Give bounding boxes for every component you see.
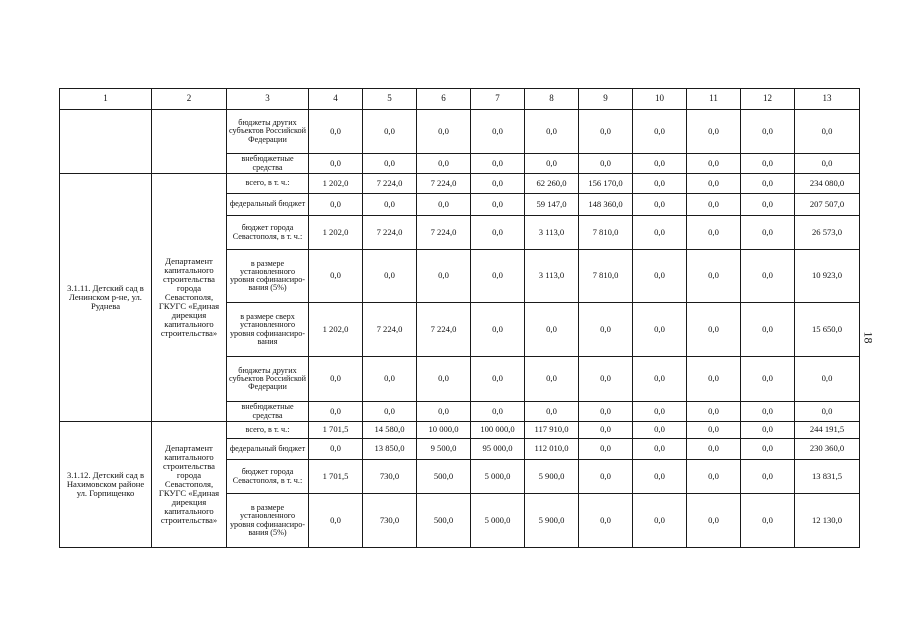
value-cell: 0,0 [363, 250, 417, 303]
table-row [60, 422, 860, 439]
value-cell: 0,0 [363, 357, 417, 402]
value-cell: 0,0 [525, 303, 579, 357]
value-cell: 117 910,0 [525, 422, 579, 439]
value-cell: 0,0 [741, 194, 795, 216]
column-number-row [60, 89, 860, 110]
value-cell: 0,0 [309, 110, 363, 154]
value-cell: 26 573,0 [795, 216, 860, 250]
value-cell: 148 360,0 [579, 194, 633, 216]
value-cell: 0,0 [687, 194, 741, 216]
value-cell: 1 701,5 [309, 422, 363, 439]
value-cell: 0,0 [633, 439, 687, 460]
executor-cell: Департамент капитального строительства города Севастополя, ГКУГС «Единая дирекция капитального строительства» [152, 174, 227, 422]
value-cell: 0,0 [417, 357, 471, 402]
value-cell: 0,0 [471, 194, 525, 216]
value-cell: 5 000,0 [471, 494, 525, 548]
value-cell: 0,0 [363, 110, 417, 154]
value-cell: 112 010,0 [525, 439, 579, 460]
value-cell: 500,0 [417, 460, 471, 494]
value-cell: 0,0 [741, 303, 795, 357]
column-number: 6 [417, 89, 471, 110]
value-cell: 0,0 [363, 154, 417, 174]
column-number: 9 [579, 89, 633, 110]
value-cell: 0,0 [579, 357, 633, 402]
column-number: 12 [741, 89, 795, 110]
value-cell: 0,0 [471, 303, 525, 357]
value-cell: 0,0 [417, 110, 471, 154]
column-number: 10 [633, 89, 687, 110]
value-cell: 0,0 [633, 460, 687, 494]
value-cell: 156 170,0 [579, 174, 633, 194]
value-cell: 13 831,5 [795, 460, 860, 494]
value-cell: 0,0 [795, 110, 860, 154]
value-cell: 244 191,5 [795, 422, 860, 439]
value-cell: 0,0 [687, 402, 741, 422]
funding-source-cell: бюджет города Севастополя, в т. ч.: [227, 216, 309, 250]
object-name-cell: 3.1.12. Детский сад в Нахимовском районе ул. Горпищенко [60, 422, 152, 548]
value-cell: 0,0 [525, 154, 579, 174]
value-cell: 0,0 [633, 154, 687, 174]
value-cell: 0,0 [687, 174, 741, 194]
value-cell: 0,0 [741, 357, 795, 402]
value-cell: 0,0 [633, 174, 687, 194]
value-cell: 0,0 [471, 402, 525, 422]
empty-object-cell [60, 110, 152, 174]
value-cell: 5 900,0 [525, 494, 579, 548]
value-cell: 0,0 [417, 194, 471, 216]
value-cell: 7 224,0 [417, 303, 471, 357]
value-cell: 5 000,0 [471, 460, 525, 494]
value-cell: 0,0 [741, 216, 795, 250]
value-cell: 0,0 [579, 439, 633, 460]
funding-source-cell: бюджеты других субъектов Российской Федерации [227, 110, 309, 154]
value-cell: 0,0 [309, 154, 363, 174]
value-cell: 0,0 [633, 402, 687, 422]
value-cell: 0,0 [795, 154, 860, 174]
value-cell: 0,0 [417, 402, 471, 422]
table-row [60, 110, 860, 154]
value-cell: 7 224,0 [417, 216, 471, 250]
object-name-cell: 3.1.11. Детский сад в Ленинском р-не, ул. Руднева [60, 174, 152, 422]
value-cell: 0,0 [741, 494, 795, 548]
value-cell: 0,0 [579, 110, 633, 154]
value-cell: 234 080,0 [795, 174, 860, 194]
column-number: 2 [152, 89, 227, 110]
value-cell: 10 923,0 [795, 250, 860, 303]
value-cell: 12 130,0 [795, 494, 860, 548]
value-cell: 0,0 [687, 154, 741, 174]
value-cell: 0,0 [579, 154, 633, 174]
value-cell: 0,0 [633, 357, 687, 402]
value-cell: 0,0 [309, 357, 363, 402]
funding-source-cell: в размере сверх установленного уровня софинансиро-вания [227, 303, 309, 357]
value-cell: 0,0 [633, 110, 687, 154]
value-cell: 0,0 [579, 303, 633, 357]
budget-table [59, 88, 860, 548]
value-cell: 0,0 [687, 460, 741, 494]
value-cell: 0,0 [795, 357, 860, 402]
value-cell: 0,0 [687, 439, 741, 460]
value-cell: 0,0 [687, 494, 741, 548]
table-row [60, 174, 860, 194]
column-number: 7 [471, 89, 525, 110]
value-cell: 9 500,0 [417, 439, 471, 460]
funding-source-cell: бюджет города Севастополя, в т. ч.: [227, 460, 309, 494]
value-cell: 0,0 [309, 194, 363, 216]
value-cell: 0,0 [687, 250, 741, 303]
value-cell: 0,0 [687, 216, 741, 250]
value-cell: 500,0 [417, 494, 471, 548]
value-cell: 5 900,0 [525, 460, 579, 494]
value-cell: 0,0 [471, 110, 525, 154]
value-cell: 13 850,0 [363, 439, 417, 460]
value-cell: 1 202,0 [309, 216, 363, 250]
column-number: 3 [227, 89, 309, 110]
funding-source-cell: в размере установленного уровня софинансиро-вания (5%) [227, 250, 309, 303]
value-cell: 0,0 [471, 357, 525, 402]
value-cell: 1 701,5 [309, 460, 363, 494]
value-cell: 0,0 [579, 494, 633, 548]
funding-source-cell: федеральный бюджет [227, 439, 309, 460]
value-cell: 0,0 [633, 250, 687, 303]
value-cell: 0,0 [741, 422, 795, 439]
value-cell: 0,0 [471, 154, 525, 174]
value-cell: 0,0 [471, 250, 525, 303]
funding-source-cell: бюджеты других субъектов Российской Федерации [227, 357, 309, 402]
value-cell: 3 113,0 [525, 216, 579, 250]
value-cell: 7 224,0 [363, 174, 417, 194]
value-cell: 0,0 [687, 357, 741, 402]
funding-source-cell: внебюджетные средства [227, 402, 309, 422]
value-cell: 62 260,0 [525, 174, 579, 194]
value-cell: 0,0 [309, 439, 363, 460]
value-cell: 0,0 [579, 460, 633, 494]
value-cell: 207 507,0 [795, 194, 860, 216]
funding-source-cell: федеральный бюджет [227, 194, 309, 216]
value-cell: 0,0 [633, 303, 687, 357]
value-cell: 0,0 [309, 402, 363, 422]
value-cell: 7 810,0 [579, 250, 633, 303]
value-cell: 0,0 [687, 110, 741, 154]
value-cell: 95 000,0 [471, 439, 525, 460]
column-number: 8 [525, 89, 579, 110]
value-cell: 0,0 [417, 154, 471, 174]
value-cell: 0,0 [579, 422, 633, 439]
table-body [60, 110, 860, 548]
column-number: 11 [687, 89, 741, 110]
funding-source-cell: внебюджетные средства [227, 154, 309, 174]
value-cell: 7 224,0 [417, 174, 471, 194]
value-cell: 0,0 [687, 303, 741, 357]
value-cell: 0,0 [741, 460, 795, 494]
funding-source-cell: всего, в т. ч.: [227, 422, 309, 439]
value-cell: 0,0 [309, 494, 363, 548]
value-cell: 0,0 [633, 216, 687, 250]
value-cell: 0,0 [363, 402, 417, 422]
empty-executor-cell [152, 110, 227, 174]
value-cell: 0,0 [417, 250, 471, 303]
value-cell: 0,0 [741, 174, 795, 194]
column-number: 1 [60, 89, 152, 110]
value-cell: 10 000,0 [417, 422, 471, 439]
value-cell: 1 202,0 [309, 174, 363, 194]
value-cell: 0,0 [471, 174, 525, 194]
column-number: 5 [363, 89, 417, 110]
value-cell: 0,0 [525, 110, 579, 154]
value-cell: 0,0 [741, 439, 795, 460]
value-cell: 59 147,0 [525, 194, 579, 216]
value-cell: 0,0 [741, 402, 795, 422]
value-cell: 0,0 [633, 422, 687, 439]
value-cell: 230 360,0 [795, 439, 860, 460]
value-cell: 100 000,0 [471, 422, 525, 439]
value-cell: 0,0 [309, 250, 363, 303]
value-cell: 0,0 [471, 216, 525, 250]
funding-source-cell: в размере установленного уровня софинансиро-вания (5%) [227, 494, 309, 548]
value-cell: 0,0 [741, 154, 795, 174]
column-number: 13 [795, 89, 860, 110]
value-cell: 7 224,0 [363, 216, 417, 250]
executor-cell: Департамент капитального строительства города Севастополя, ГКУГС «Единая дирекция капитального строительства» [152, 422, 227, 548]
value-cell: 7 810,0 [579, 216, 633, 250]
value-cell: 0,0 [687, 422, 741, 439]
value-cell: 15 650,0 [795, 303, 860, 357]
value-cell: 0,0 [525, 357, 579, 402]
value-cell: 730,0 [363, 494, 417, 548]
value-cell: 0,0 [795, 402, 860, 422]
value-cell: 0,0 [741, 250, 795, 303]
page-number: 18 [861, 331, 876, 344]
value-cell: 0,0 [633, 494, 687, 548]
value-cell: 730,0 [363, 460, 417, 494]
column-number: 4 [309, 89, 363, 110]
value-cell: 7 224,0 [363, 303, 417, 357]
funding-source-cell: всего, в т. ч.: [227, 174, 309, 194]
value-cell: 1 202,0 [309, 303, 363, 357]
value-cell: 3 113,0 [525, 250, 579, 303]
value-cell: 0,0 [363, 194, 417, 216]
value-cell: 14 580,0 [363, 422, 417, 439]
value-cell: 0,0 [525, 402, 579, 422]
value-cell: 0,0 [633, 194, 687, 216]
value-cell: 0,0 [579, 402, 633, 422]
value-cell: 0,0 [741, 110, 795, 154]
